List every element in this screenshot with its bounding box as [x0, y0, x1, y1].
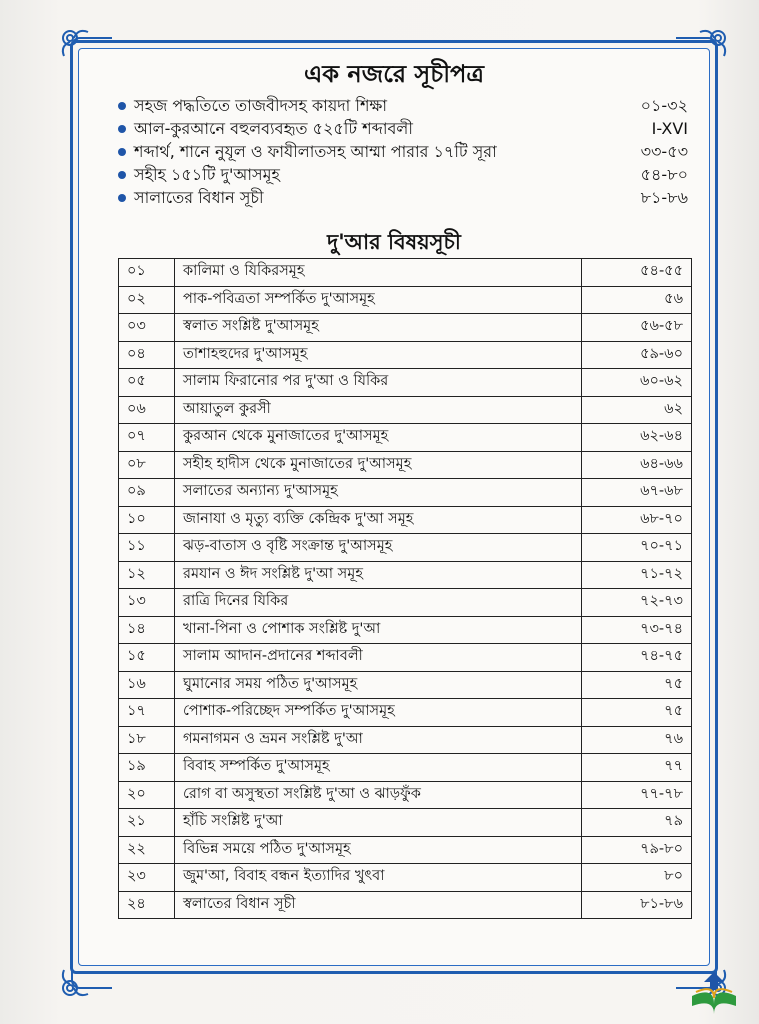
row-title: বিবাহ সম্পর্কিত দু'আসমূহ [175, 754, 582, 782]
row-number: ২৪ [119, 891, 175, 919]
toc-table [118, 258, 692, 919]
row-pages: ৭২-৭৩ [582, 589, 692, 617]
row-number: ২০ [119, 781, 175, 809]
row-pages: ৬০-৬২ [582, 369, 692, 397]
table-row [119, 561, 692, 589]
book-logo-icon [686, 966, 742, 1014]
bullet-icon [118, 171, 126, 179]
row-number: ১২ [119, 561, 175, 589]
row-pages: ৬৭-৬৮ [582, 479, 692, 507]
row-title: খানা-পিনা ও পোশাক সংশ্লিষ্ট দু'আ [175, 616, 582, 644]
row-title: জুম'আ, বিবাহ বন্ধন ইত্যাদির খুৎবা [175, 864, 582, 892]
summary-list [118, 94, 688, 209]
row-pages: ৭৩-৭৪ [582, 616, 692, 644]
table-row [119, 534, 692, 562]
row-pages: ৭৫ [582, 671, 692, 699]
row-number: ১০ [119, 506, 175, 534]
row-pages: ৫৬ [582, 286, 692, 314]
table-row [119, 644, 692, 672]
table-row [119, 369, 692, 397]
page-title: এক নজরে সূচীপত্র [304, 60, 484, 88]
row-title: স্বলাতের বিধান সূচী [175, 891, 582, 919]
row-title: কুরআন থেকে মুনাজাতের দু'আসমূহ [175, 424, 582, 452]
summary-item-text: আল-কুরআনে বহুলব্যবহৃত ৫২৫টি শব্দাবলী [134, 119, 413, 138]
row-number: ১৬ [119, 671, 175, 699]
row-number: ০৮ [119, 451, 175, 479]
row-pages: ৭৪-৭৫ [582, 644, 692, 672]
bullet-icon [118, 148, 126, 156]
summary-item-pages: ৩৩-৫৩ [640, 142, 688, 161]
table-row [119, 864, 692, 892]
summary-item-pages: I-XVI [651, 119, 688, 138]
row-title: সলাতের অন্যান্য দু'আসমূহ [175, 479, 582, 507]
ornament-corner-icon [58, 944, 114, 1000]
row-pages: ৬২ [582, 396, 692, 424]
toc-title: দু'আর বিষয়সূচী [327, 230, 461, 254]
table-row [119, 589, 692, 617]
row-pages: ৭১-৭২ [582, 561, 692, 589]
row-number: ১৮ [119, 726, 175, 754]
row-title: পাক-পবিত্রতা সম্পর্কিত দু'আসমূহ [175, 286, 582, 314]
row-number: ১৯ [119, 754, 175, 782]
table-row [119, 726, 692, 754]
summary-item-pages: ৫৪-৮০ [640, 165, 688, 184]
row-title: স্বলাত সংশ্লিষ্ট দু'আসমূহ [175, 314, 582, 342]
summary-item [118, 94, 688, 117]
table-row [119, 396, 692, 424]
row-title: সালাম আদান-প্রদানের শব্দাবলী [175, 644, 582, 672]
row-title: রাত্রি দিনের যিকির [175, 589, 582, 617]
table-row [119, 506, 692, 534]
row-number: ০২ [119, 286, 175, 314]
summary-item-text: শব্দার্থ, শানে নুযূল ও ফাযীলাতসহ আম্মা পারার ১৭টি সূরা [134, 142, 497, 161]
row-number: ২৩ [119, 864, 175, 892]
row-title: জানাযা ও মৃত্যু ব্যক্তি কেন্দ্রিক দু'আ সমূহ [175, 506, 582, 534]
row-title: কালিমা ও যিকিরসমূহ [175, 259, 582, 287]
bullet-icon [118, 125, 126, 133]
row-number: ০৪ [119, 341, 175, 369]
summary-item [118, 117, 688, 140]
row-title: ঘুমানোর সময় পঠিত দু'আসমূহ [175, 671, 582, 699]
row-pages: ৭৭ [582, 754, 692, 782]
summary-item-pages: ৮১-৮৬ [640, 188, 688, 207]
row-pages: ৫৯-৬০ [582, 341, 692, 369]
row-pages: ৭৬ [582, 726, 692, 754]
row-number: ১৪ [119, 616, 175, 644]
table-row [119, 699, 692, 727]
row-pages: ৮১-৮৬ [582, 891, 692, 919]
table-row [119, 451, 692, 479]
row-title: সহীহ হাদীস থেকে মুনাজাতের দু'আসমূহ [175, 451, 582, 479]
table-row [119, 286, 692, 314]
row-pages: ৬২-৬৪ [582, 424, 692, 452]
row-title: গমনাগমন ও ভ্রমন সংশ্লিষ্ট দু'আ [175, 726, 582, 754]
row-number: ০৩ [119, 314, 175, 342]
row-title: বিভিন্ন সময়ে পঠিত দু'আসমূহ [175, 836, 582, 864]
row-number: ০৯ [119, 479, 175, 507]
row-number: ০৭ [119, 424, 175, 452]
table-row [119, 479, 692, 507]
table-row [119, 809, 692, 837]
row-number: ০১ [119, 259, 175, 287]
table-row [119, 671, 692, 699]
table-row [119, 424, 692, 452]
summary-item-text: সহীহ ১৫১টি দু'আসমূহ [134, 165, 280, 184]
row-pages: ৬৪-৬৬ [582, 451, 692, 479]
row-title: পোশাক-পরিচ্ছেদ সম্পর্কিত দু'আসমূহ [175, 699, 582, 727]
row-number: ২২ [119, 836, 175, 864]
row-number: ০৫ [119, 369, 175, 397]
row-title: আয়াতুল কুরসী [175, 396, 582, 424]
summary-item [118, 140, 688, 163]
row-number: ১৭ [119, 699, 175, 727]
table-row [119, 314, 692, 342]
bullet-icon [118, 102, 126, 110]
summary-item [118, 163, 688, 186]
bullet-icon [118, 194, 126, 202]
row-pages: ৬৮-৭০ [582, 506, 692, 534]
row-pages: ৭৯-৮০ [582, 836, 692, 864]
row-pages: ৮০ [582, 864, 692, 892]
row-pages: ৫৬-৫৮ [582, 314, 692, 342]
row-title: হাঁচি সংশ্লিষ্ট দু'আ [175, 809, 582, 837]
row-number: ১১ [119, 534, 175, 562]
table-row [119, 341, 692, 369]
row-title: তাশাহহুদের দু'আসমূহ [175, 341, 582, 369]
table-row [119, 891, 692, 919]
table-row [119, 259, 692, 287]
summary-item-text: সালাতের বিধান সূচী [134, 188, 264, 207]
table-row [119, 836, 692, 864]
row-pages: ৭৫ [582, 699, 692, 727]
row-title: রমযান ও ঈদ সংশ্লিষ্ট দু'আ সমূহ [175, 561, 582, 589]
row-pages: ৭৭-৭৮ [582, 781, 692, 809]
summary-item [118, 186, 688, 209]
table-row [119, 781, 692, 809]
summary-item-pages: ০১-৩২ [640, 96, 688, 115]
row-pages: ৫৪-৫৫ [582, 259, 692, 287]
table-row [119, 616, 692, 644]
row-number: ০৬ [119, 396, 175, 424]
row-number: ১৫ [119, 644, 175, 672]
row-title: ঝড়-বাতাস ও বৃষ্টি সংক্রান্ত দু'আসমূহ [175, 534, 582, 562]
row-number: ১৩ [119, 589, 175, 617]
row-number: ২১ [119, 809, 175, 837]
row-title: সালাম ফিরানোর পর দু'আ ও যিকির [175, 369, 582, 397]
summary-item-text: সহজ পদ্ধতিতে তাজবীদসহ কায়দা শিক্ষা [134, 96, 388, 115]
row-pages: ৭০-৭১ [582, 534, 692, 562]
row-pages: ৭৯ [582, 809, 692, 837]
table-row [119, 754, 692, 782]
row-title: রোগ বা অসুস্থতা সংশ্লিষ্ট দু'আ ও ঝাড়ফুঁক [175, 781, 582, 809]
